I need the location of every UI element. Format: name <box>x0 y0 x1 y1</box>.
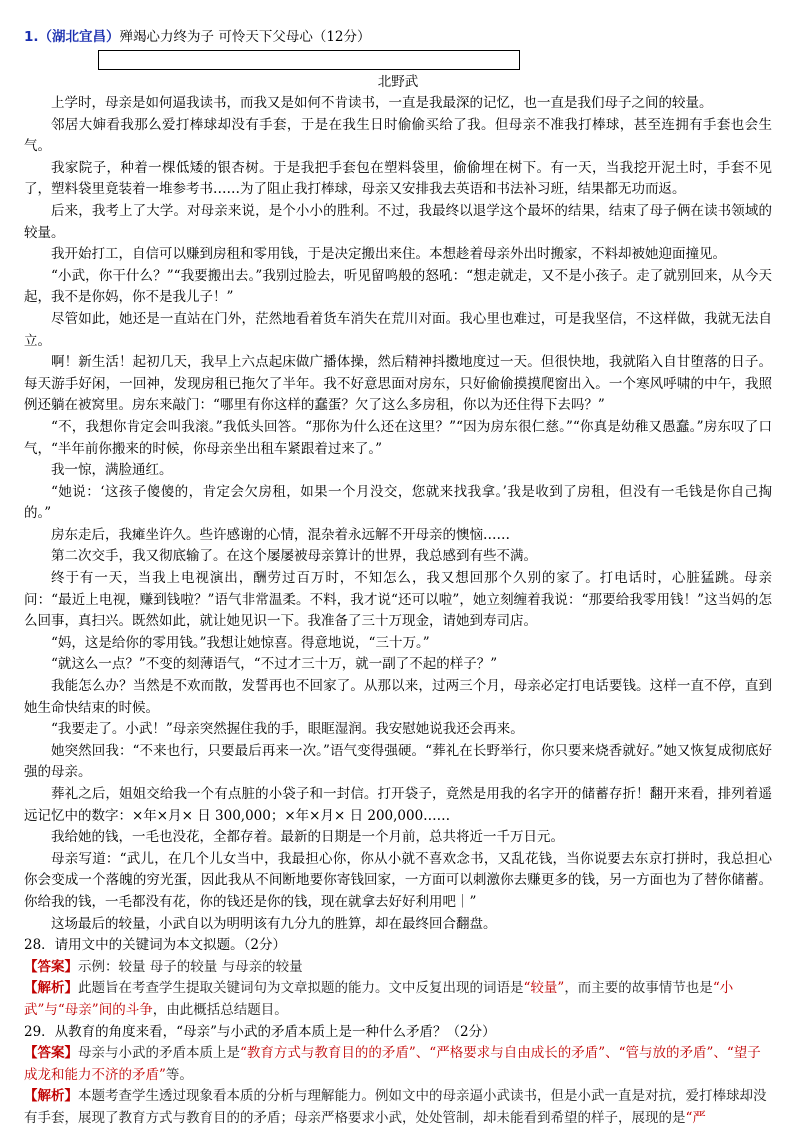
paragraph: 我一惊，满脸通红。 <box>51 462 173 479</box>
analysis-tag: 【解析】 <box>24 980 78 997</box>
analysis-line <box>24 978 772 1021</box>
paragraph: “我要走了。小武！”母亲突然握住我的手，眼眶湿润。我安慰她说我还会再来。 <box>51 721 524 738</box>
paragraph: 上学时，母亲是如何逼我读书，而我又是如何不肯读书，一直是我最深的记忆，也一直是我们母子之间的较量。 <box>51 95 713 111</box>
paragraph: 邻居大婶看我那么爱打棒球却没有手套，于是在我生日时偷偷买给了我。但母亲不准我打棒球，甚至连拥有手套也会生气。 <box>24 116 772 155</box>
paragraph: “小武，你干什么？”“我要搬出去。”我别过脸去，听见留鸣般的怒吼：“想走就走，又不是小孩子。走了就别回来，从今天起，我不是你妈，你不是我儿子！” <box>24 267 772 306</box>
paragraph: 母亲写道：“武儿，在几个儿女当中，我最担心你，你从小就不喜欢念书，又乱花钱，当你说要去东京打拼时，我总担心你会变成一个落魄的穷光蛋，因此我从不间断地要你寄钱回家，一方面可以刺激你去赚更多的钱，另一方面也为了替你储蓄。你给我的钱，一毛都没有花，你的钱还是你的钱，现在就拿去好好利用吧｜” <box>24 850 772 910</box>
paragraph: 我家院子，种着一棵低矮的银杏树。于是我把手套包在塑料袋里，偷偷埋在树下。有一天，当我挖开泥土时，手套不见了，塑料袋里竟装着一堆参考书……为了阻止我打棒球，母亲又安排我去英语和书法补习班，结果都无功而返。 <box>24 159 772 198</box>
answer-text: 示例：较量 母子的较量 与母亲的较量 <box>78 958 303 975</box>
answer-highlight: “教育方式与教育目的的矛盾”、“严格要求与自由成长的矛盾”、“管与放的矛盾”、“望子成龙和能力不济的矛盾” <box>24 1045 761 1083</box>
title-answer-box[interactable] <box>98 50 520 70</box>
paragraph: 我给她的钱，一毛也没花，全都存着。最新的日期是一个月前，总共将近一千万日元。 <box>51 829 564 846</box>
analysis-text: 此题旨在考查学生提取关键词句为文章拟题的能力。文中反复出现的词语是 <box>78 980 524 997</box>
question-29 <box>24 1022 772 1130</box>
analysis-line <box>24 1086 772 1129</box>
analysis-highlight: “较量” <box>523 980 565 997</box>
answer-text: 等。 <box>165 1066 193 1083</box>
question-28 <box>24 935 772 1021</box>
analysis-text: ，由此概括总结题目。 <box>152 1001 288 1018</box>
paragraph: “不，我想你肯定会叫我滚。”我低头回答。“那你为什么还在这里？”“因为房东很仁慈。”“你真是幼稚又愚蠢。”房东叹了口气，“半年前你搬来的时候，你母亲坐出租车紧跟着过来了。” <box>24 418 772 457</box>
analysis-highlight: “严 <box>685 1109 706 1126</box>
paragraph: 房东走后，我瘫坐许久。些许感谢的心情，混杂着永远解不开母亲的懊恼…… <box>51 526 510 543</box>
answer-text: 母亲与小武的矛盾本质上是 <box>78 1045 240 1062</box>
paragraph: “她说：‘这孩子傻傻的，肯定会欠房租，如果一个月没交，您就来找我拿。’我是收到了房租，但没有一毛钱是你自己掏的。” <box>24 483 772 522</box>
analysis-text: 本题考查学生透过现象看本质的分析与理解能力。例如文中的母亲逼小武读书，但是小武一直是对抗，爱打棒球却没有手套，展现了教育方式与教育目的的矛盾；母亲严格要求小武，处处管制，却未能看到希望的样子，展现的是 <box>24 1088 767 1126</box>
article-author: 北野武 <box>377 74 419 90</box>
question-header <box>24 28 772 46</box>
paragraph: “妈，这是给你的零用钱。”我想让她惊喜。得意地说，“三十万。” <box>51 634 430 651</box>
paragraph: 第二次交手，我又彻底输了。在这个屡屡被母亲算计的世界，我总感到有些不满。 <box>51 548 537 565</box>
analysis-highlight: “小武”与“母亲”间的斗争 <box>24 980 734 1018</box>
paragraph: 啊！新生活！起初几天，我早上六点起床做广播体操，然后精神抖擞地度过一天。但很快地，我就陷入自甘堕落的日子。每天游手好闲，一回神，发现房租已拖欠了半年。我不好意思面对房东，只好偷偷摸摸爬窗出入。一个寒风呼啸的中午，我照例还躺在被窝里。房东来敲门：“哪里有你这样的蠢蛋？欠了这么多房租，你以为还住得下去吗？” <box>24 354 772 414</box>
paragraph: 她突然回我：“不来也行，只要最后再来一次。”语气变得强硬。“葬礼在长野举行，你只要来烧香就好。”她又恢复成彻底好强的母亲。 <box>24 742 772 781</box>
paragraph: “就这么一点？”不变的刻薄语气，“不过才三十万，就一副了不起的样子？” <box>51 656 498 673</box>
question-source: （湖北宜昌） <box>38 29 120 45</box>
paragraph: 我能怎么办？当然是不欢而散，发誓再也不回家了。从那以来，过两三个月，母亲必定打电话要钱。这样一直不停，直到她生命快结束的时候。 <box>24 678 772 716</box>
question-stem: 29．从教育的角度来看，“母亲”与小武的矛盾本质上是一种什么矛盾？（2分） <box>24 1023 496 1040</box>
question-number: 1. <box>24 29 39 45</box>
article-body <box>24 93 772 935</box>
analysis-text: ，而主要的故事情节也是 <box>564 980 713 997</box>
paragraph: 这场最后的较量，小武自以为明明该有九分九的胜算，却在最终回合翻盘。 <box>51 915 497 932</box>
question-topic: 殚竭心力终为子 可怜天下父母心（12分） <box>119 29 371 45</box>
answer-line <box>24 1043 772 1086</box>
answer-tag: 【答案】 <box>24 1045 78 1062</box>
answer-line <box>24 957 772 979</box>
paragraph: 尽管如此，她还是一直站在门外，茫然地看着货车消失在荒川对面。我心里也难过，可是我坚信，不这样做，我就无法自立。 <box>24 310 772 349</box>
analysis-tag: 【解析】 <box>24 1088 78 1105</box>
document-page <box>24 28 772 1130</box>
paragraph: 终于有一天，当我上电视演出，酬劳过百万时，不知怎么，我又想回那个久别的家了。打电话时，心脏猛跳。母亲问：“最近上电视，赚到钱啦？”语气非常温柔。不料，我才说“还可以啦”，她立刻缠着我说：“那要给我零用钱！”这当妈的怎么回事，真扫兴。既然如此，就让她见识一下。我准备了三十万现金，请她到寿司店。 <box>24 570 772 630</box>
question-stem: 28．请用文中的关键词为本文拟题。（2分） <box>24 937 287 954</box>
paragraph: 葬礼之后，姐姐交给我一个有点脏的小袋子和一封信。打开袋子，竟然是用我的名字开的储蓄存折！翻开来看，排列着遥远记忆中的数字：×年×月× 日 300,000；×年×月× 日 200,000…… <box>24 786 772 824</box>
paragraph: 后来，我考上了大学。对母亲来说，是个小小的胜利。不过，我最终以退学这个最坏的结果，结束了母子俩在读书领域的较量。 <box>24 202 772 241</box>
paragraph: 我开始打工，自信可以赚到房租和零用钱，于是决定搬出来住。本想趁着母亲外出时搬家，不料却被她迎面撞见。 <box>51 246 726 263</box>
answer-tag: 【答案】 <box>24 958 78 975</box>
